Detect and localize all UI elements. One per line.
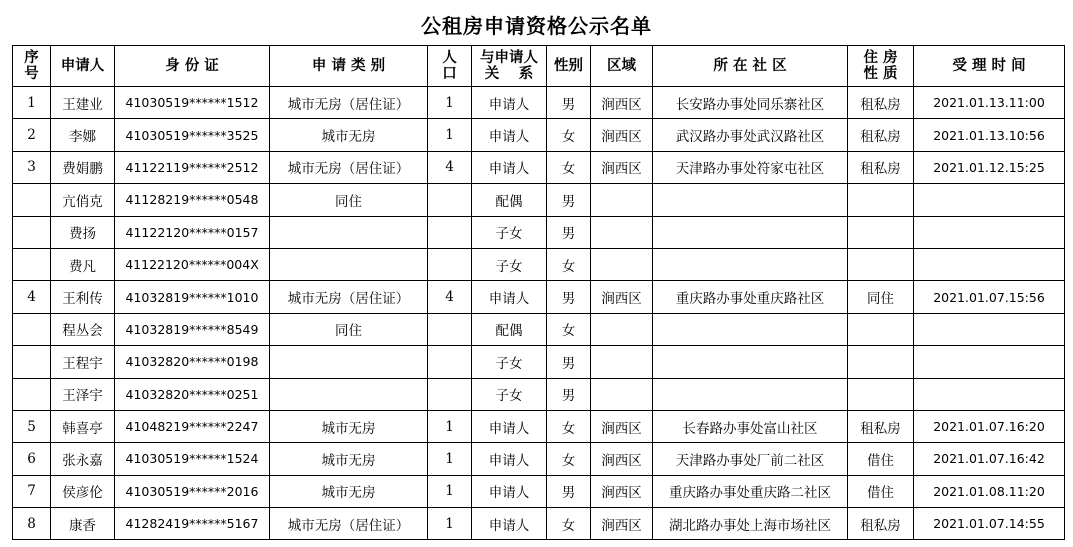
cell-category: 城市无房 — [270, 119, 428, 151]
cell-district — [591, 378, 653, 410]
table-row — [13, 313, 1065, 345]
cell-id-card: 41032819******8549 — [115, 313, 270, 345]
cell-community: 长春路办事处富山社区 — [653, 410, 848, 442]
cell-gender: 男 — [547, 184, 591, 216]
table-row — [13, 378, 1065, 410]
cell-id-card: 41122119******2512 — [115, 151, 270, 183]
table-row — [13, 410, 1065, 442]
cell-gender: 女 — [547, 313, 591, 345]
cell-seq — [13, 184, 51, 216]
cell-housing: 借住 — [848, 475, 914, 507]
cell-seq — [13, 313, 51, 345]
cell-seq — [13, 248, 51, 280]
cell-community — [653, 346, 848, 378]
cell-housing — [848, 346, 914, 378]
header-time: 受 理 时 间 — [914, 46, 1065, 87]
cell-community — [653, 313, 848, 345]
cell-relation: 申请人 — [472, 151, 547, 183]
table-row — [13, 281, 1065, 313]
cell-district: 涧西区 — [591, 443, 653, 475]
cell-people: 4 — [428, 281, 472, 313]
cell-time: 2021.01.13.11:00 — [914, 87, 1065, 119]
cell-gender: 男 — [547, 378, 591, 410]
cell-community: 武汉路办事处武汉路社区 — [653, 119, 848, 151]
cell-time — [914, 216, 1065, 248]
cell-time: 2021.01.08.11:20 — [914, 475, 1065, 507]
cell-category: 城市无房（居住证） — [270, 281, 428, 313]
cell-housing: 租私房 — [848, 410, 914, 442]
cell-housing — [848, 216, 914, 248]
cell-relation: 申请人 — [472, 443, 547, 475]
cell-district: 涧西区 — [591, 410, 653, 442]
cell-id-card: 41030519******3525 — [115, 119, 270, 151]
cell-category: 同住 — [270, 313, 428, 345]
cell-id-card: 41032819******1010 — [115, 281, 270, 313]
cell-housing — [848, 313, 914, 345]
cell-people — [428, 378, 472, 410]
cell-community: 重庆路办事处重庆路社区 — [653, 281, 848, 313]
cell-gender: 女 — [547, 119, 591, 151]
cell-community: 天津路办事处符家屯社区 — [653, 151, 848, 183]
cell-id-card: 41282419******5167 — [115, 508, 270, 540]
applicant-table — [12, 45, 1065, 540]
cell-housing: 租私房 — [848, 508, 914, 540]
cell-id-card: 41030519******1512 — [115, 87, 270, 119]
cell-id-card: 41122120******004X — [115, 248, 270, 280]
cell-community: 长安路办事处同乐寨社区 — [653, 87, 848, 119]
header-applicant: 申请人 — [51, 46, 115, 87]
table-row — [13, 508, 1065, 540]
cell-seq: 2 — [13, 119, 51, 151]
cell-community — [653, 248, 848, 280]
cell-housing: 同住 — [848, 281, 914, 313]
cell-housing — [848, 184, 914, 216]
cell-category: 城市无房（居住证） — [270, 87, 428, 119]
cell-name: 韩喜亭 — [51, 410, 115, 442]
cell-category — [270, 346, 428, 378]
header-relation: 与申请人 关 系 — [472, 46, 547, 87]
cell-district: 涧西区 — [591, 119, 653, 151]
cell-relation: 申请人 — [472, 508, 547, 540]
cell-time — [914, 184, 1065, 216]
cell-community: 湖北路办事处上海市场社区 — [653, 508, 848, 540]
cell-time: 2021.01.13.10:56 — [914, 119, 1065, 151]
cell-name: 费凡 — [51, 248, 115, 280]
cell-name: 王泽宇 — [51, 378, 115, 410]
cell-time: 2021.01.07.15:56 — [914, 281, 1065, 313]
document-title: 公租房申请资格公示名单 — [421, 14, 652, 38]
cell-time — [914, 248, 1065, 280]
cell-relation: 子女 — [472, 378, 547, 410]
cell-housing — [848, 378, 914, 410]
cell-seq: 5 — [13, 410, 51, 442]
cell-gender: 女 — [547, 410, 591, 442]
cell-time — [914, 313, 1065, 345]
cell-community: 天津路办事处厂前二社区 — [653, 443, 848, 475]
cell-name: 王利传 — [51, 281, 115, 313]
cell-gender: 女 — [547, 248, 591, 280]
cell-seq: 4 — [13, 281, 51, 313]
cell-gender: 女 — [547, 151, 591, 183]
cell-seq — [13, 378, 51, 410]
cell-people: 1 — [428, 119, 472, 151]
cell-category: 城市无房 — [270, 475, 428, 507]
cell-id-card: 41032820******0251 — [115, 378, 270, 410]
cell-housing: 租私房 — [848, 87, 914, 119]
cell-relation: 申请人 — [472, 87, 547, 119]
cell-people: 1 — [428, 475, 472, 507]
cell-id-card: 41032820******0198 — [115, 346, 270, 378]
cell-housing — [848, 248, 914, 280]
cell-people: 1 — [428, 410, 472, 442]
cell-district: 涧西区 — [591, 151, 653, 183]
cell-name: 王程宇 — [51, 346, 115, 378]
cell-district: 涧西区 — [591, 87, 653, 119]
cell-time: 2021.01.07.16:20 — [914, 410, 1065, 442]
cell-id-card: 41030519******1524 — [115, 443, 270, 475]
cell-time — [914, 378, 1065, 410]
cell-housing: 租私房 — [848, 119, 914, 151]
header-people: 人 口 — [428, 46, 472, 87]
cell-category: 城市无房（居住证） — [270, 151, 428, 183]
cell-district — [591, 216, 653, 248]
cell-relation: 申请人 — [472, 119, 547, 151]
cell-district: 涧西区 — [591, 508, 653, 540]
cell-gender: 男 — [547, 281, 591, 313]
cell-name: 侯彦伦 — [51, 475, 115, 507]
cell-people — [428, 313, 472, 345]
cell-name: 李娜 — [51, 119, 115, 151]
cell-name: 张永嘉 — [51, 443, 115, 475]
cell-relation: 申请人 — [472, 475, 547, 507]
cell-district — [591, 184, 653, 216]
cell-district — [591, 248, 653, 280]
cell-seq: 7 — [13, 475, 51, 507]
header-gender: 性别 — [547, 46, 591, 87]
cell-id-card: 41122120******0157 — [115, 216, 270, 248]
cell-name: 康香 — [51, 508, 115, 540]
cell-name: 亢俏克 — [51, 184, 115, 216]
cell-id-card: 41128219******0548 — [115, 184, 270, 216]
cell-gender: 女 — [547, 443, 591, 475]
cell-name: 费娟鹏 — [51, 151, 115, 183]
cell-people: 1 — [428, 87, 472, 119]
cell-name: 王建业 — [51, 87, 115, 119]
cell-community — [653, 378, 848, 410]
table-row — [13, 184, 1065, 216]
cell-time — [914, 346, 1065, 378]
table-row — [13, 216, 1065, 248]
header-id-card: 身 份 证 — [115, 46, 270, 87]
cell-seq: 3 — [13, 151, 51, 183]
table-header-row — [13, 46, 1065, 87]
cell-seq: 6 — [13, 443, 51, 475]
cell-people — [428, 184, 472, 216]
cell-community — [653, 216, 848, 248]
cell-community: 重庆路办事处重庆路二社区 — [653, 475, 848, 507]
cell-seq — [13, 216, 51, 248]
cell-community — [653, 184, 848, 216]
table-row — [13, 248, 1065, 280]
cell-category: 城市无房 — [270, 443, 428, 475]
cell-time: 2021.01.12.15:25 — [914, 151, 1065, 183]
cell-time: 2021.01.07.14:55 — [914, 508, 1065, 540]
cell-category — [270, 216, 428, 248]
cell-relation: 申请人 — [472, 281, 547, 313]
cell-relation: 配偶 — [472, 184, 547, 216]
cell-category: 城市无房 — [270, 410, 428, 442]
table-row — [13, 119, 1065, 151]
cell-people — [428, 216, 472, 248]
cell-gender: 男 — [547, 346, 591, 378]
table-row — [13, 346, 1065, 378]
cell-people: 1 — [428, 508, 472, 540]
cell-name: 费扬 — [51, 216, 115, 248]
cell-name: 程丛会 — [51, 313, 115, 345]
header-category: 申 请 类 别 — [270, 46, 428, 87]
cell-people — [428, 346, 472, 378]
cell-people: 1 — [428, 443, 472, 475]
cell-category: 城市无房（居住证） — [270, 508, 428, 540]
cell-district: 涧西区 — [591, 475, 653, 507]
table-row — [13, 475, 1065, 507]
cell-people: 4 — [428, 151, 472, 183]
cell-gender: 女 — [547, 508, 591, 540]
cell-gender: 男 — [547, 475, 591, 507]
header-seq: 序 号 — [13, 46, 51, 87]
cell-time: 2021.01.07.16:42 — [914, 443, 1065, 475]
cell-gender: 男 — [547, 87, 591, 119]
cell-id-card: 41030519******2016 — [115, 475, 270, 507]
cell-district — [591, 313, 653, 345]
cell-id-card: 41048219******2247 — [115, 410, 270, 442]
cell-relation: 配偶 — [472, 313, 547, 345]
table-row — [13, 87, 1065, 119]
cell-seq — [13, 346, 51, 378]
cell-district: 涧西区 — [591, 281, 653, 313]
header-housing: 住 房 性 质 — [848, 46, 914, 87]
header-district: 区域 — [591, 46, 653, 87]
cell-gender: 男 — [547, 216, 591, 248]
cell-district — [591, 346, 653, 378]
cell-relation: 子女 — [472, 216, 547, 248]
cell-relation: 子女 — [472, 346, 547, 378]
header-community: 所 在 社 区 — [653, 46, 848, 87]
table-row — [13, 443, 1065, 475]
cell-housing: 租私房 — [848, 151, 914, 183]
cell-category — [270, 378, 428, 410]
cell-relation: 子女 — [472, 248, 547, 280]
cell-housing: 借住 — [848, 443, 914, 475]
cell-relation: 申请人 — [472, 410, 547, 442]
cell-seq: 1 — [13, 87, 51, 119]
cell-category — [270, 248, 428, 280]
cell-category: 同住 — [270, 184, 428, 216]
table-row — [13, 151, 1065, 183]
cell-seq: 8 — [13, 508, 51, 540]
cell-people — [428, 248, 472, 280]
